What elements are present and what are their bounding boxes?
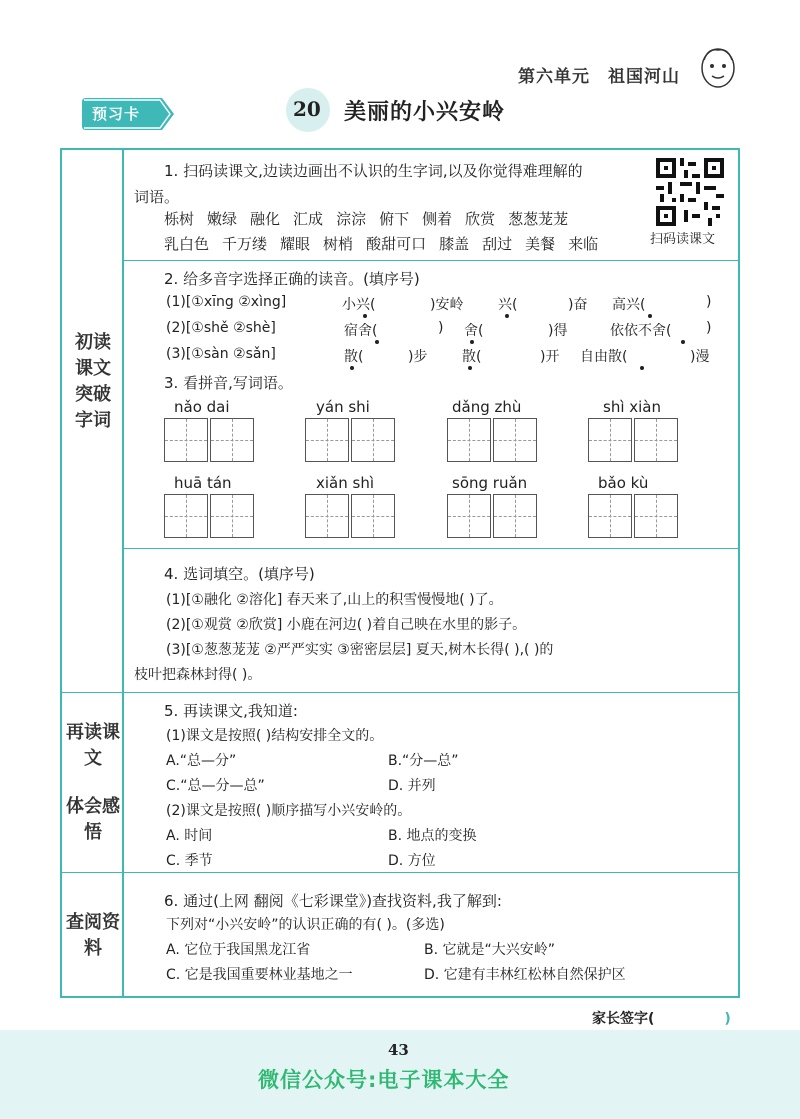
word-item: 乳白色 <box>164 235 210 253</box>
q2-row2-a: 宿舍( <box>344 323 378 339</box>
preview-card-label: 预习卡 <box>92 105 141 123</box>
emphasis-dot <box>640 366 644 370</box>
q3-title: 3. 看拼音,写词语。 <box>164 374 293 392</box>
q6-title: 6. 通过(上网 翻阅《七彩课堂》)查找资料,我了解到: <box>164 892 502 910</box>
q2-row2-options: (2)[①shě ②shè] <box>166 320 276 336</box>
row-divider <box>122 548 740 549</box>
emphasis-dot <box>648 314 652 318</box>
word-item: 千万缕 <box>222 235 268 253</box>
q6-option: C. 它是我国重要林业基地之一 <box>166 967 353 983</box>
q2-row2-b: ) <box>438 320 444 336</box>
q5-option: C.“总—分—总” <box>166 778 265 794</box>
unit-heading <box>518 62 698 87</box>
page-number: 43 <box>388 1041 409 1059</box>
qr-caption: 扫码读课文 <box>650 232 716 247</box>
emphasis-dot <box>350 366 354 370</box>
pinyin-label: yán shi <box>316 398 370 416</box>
lesson-number: 20 <box>293 97 321 121</box>
q6-line2: 下列对“小兴安岭”的认识正确的有( )。(多选) <box>166 917 445 933</box>
q5-title: 5. 再读课文,我知道: <box>164 702 298 720</box>
writing-grid[interactable] <box>588 418 680 462</box>
side-label-first-read: 初读课文 突破字词 <box>75 332 111 431</box>
q2-row1-d: )奋 <box>568 297 588 313</box>
q1-line1: 1. 扫码读课文,边读边画出不认识的生字词,以及你觉得难理解的 <box>164 162 583 180</box>
word-item: 侧着 <box>422 210 453 228</box>
side-label-reread <box>66 720 120 846</box>
emphasis-dot <box>505 314 509 318</box>
lesson-title: 美丽的小兴安岭 <box>344 99 506 125</box>
pinyin-label: shì xiàn <box>603 398 662 416</box>
parent-signature[interactable] <box>592 1008 731 1028</box>
q2-row2-c: 舍( <box>464 323 484 339</box>
pinyin-label: bǎo kù <box>598 474 649 492</box>
q5-option: D. 方位 <box>388 853 436 869</box>
q2-title: 2. 给多音字选择正确的读音。(填序号) <box>164 270 420 288</box>
q4-line1: (1)[①融化 ②溶化] 春天来了,山上的积雪慢慢地( )了。 <box>166 592 503 608</box>
writing-grid[interactable] <box>447 494 539 538</box>
q5-option: A. 时间 <box>166 828 213 844</box>
unit-label: 第六单元 <box>518 67 590 87</box>
q2-row1-f: ) <box>706 294 712 310</box>
emphasis-dot <box>681 340 685 344</box>
word-item: 欣赏 <box>465 210 496 228</box>
word-item: 来临 <box>568 235 599 253</box>
pinyin-label: nǎo dai <box>174 398 230 416</box>
q1-line2: 词语。 <box>134 188 180 206</box>
emphasis-dot <box>375 340 379 344</box>
writing-grid[interactable] <box>164 418 256 462</box>
word-item: 葱葱茏茏 <box>508 210 569 228</box>
side-label-reread-1: 再读课文 <box>66 722 120 769</box>
q2-row3-options: (3)[①sàn ②sǎn] <box>166 346 276 362</box>
side-label-research: 查阅资料 <box>66 912 120 959</box>
word-item: 刮过 <box>482 235 513 253</box>
pinyin-label: xiǎn shì <box>316 474 375 492</box>
parent-signature-label: 家长签字( <box>592 1011 655 1027</box>
q2-row3-c: 散( <box>462 349 482 365</box>
pinyin-label: dǎng zhù <box>452 398 522 416</box>
cartoon-face-icon <box>698 46 738 90</box>
q4-line2: (2)[①观赏 ②欣赏] 小鹿在河边( )着自己映在水里的影子。 <box>166 617 527 633</box>
q6-option: A. 它位于我国黑龙江省 <box>166 942 311 958</box>
row-divider <box>60 872 740 873</box>
writing-grid[interactable] <box>305 494 397 538</box>
qr-code-icon[interactable] <box>656 158 724 226</box>
writing-grid[interactable] <box>164 494 256 538</box>
writing-grid[interactable] <box>305 418 397 462</box>
emphasis-dot <box>470 340 474 344</box>
q2-row3-e: 自由散( <box>580 349 628 365</box>
word-item: 膝盖 <box>439 235 470 253</box>
q5-option: B.“分—总” <box>388 753 459 769</box>
q2-row1-options: (1)[①xīng ②xìng] <box>166 294 287 310</box>
wechat-watermark: 微信公众号:电子课本大全 <box>258 1068 510 1092</box>
row-divider <box>122 260 740 261</box>
word-item: 淙淙 <box>336 210 367 228</box>
q2-row1-b: )安岭 <box>430 297 464 313</box>
q4-line3: (3)[①葱葱茏茏 ②严严实实 ③密密层层] 夏天,树木长得( ),( )的 <box>166 642 554 658</box>
word-item: 耀眼 <box>280 235 311 253</box>
row-divider <box>60 692 740 693</box>
column-divider <box>122 148 124 998</box>
q2-row1-c: 兴( <box>498 297 518 313</box>
q2-row2-d: )得 <box>548 323 568 339</box>
word-item: 嫩绿 <box>207 210 238 228</box>
parent-signature-close: ) <box>724 1011 731 1027</box>
word-item: 汇成 <box>293 210 324 228</box>
word-item: 栎树 <box>164 210 195 228</box>
pinyin-label: huā tán <box>174 474 232 492</box>
pinyin-label: sōng ruǎn <box>452 474 528 492</box>
q4-line4: 枝叶把森林封得( )。 <box>134 667 262 683</box>
q1-words-row1 <box>164 208 581 229</box>
word-item: 俯下 <box>379 210 410 228</box>
q1-words-row2 <box>164 233 611 254</box>
q5-option: C. 季节 <box>166 853 213 869</box>
q2-row1-a: 小兴( <box>342 297 376 313</box>
word-item: 树梢 <box>323 235 354 253</box>
q6-option: D. 它建有丰林红松林自然保护区 <box>424 967 626 983</box>
side-label-reread-2: 体会感悟 <box>66 796 120 843</box>
q2-row1-e: 高兴( <box>612 297 646 313</box>
writing-grid[interactable] <box>447 418 539 462</box>
unit-title: 祖国河山 <box>608 67 680 87</box>
q4-title: 4. 选词填空。(填序号) <box>164 565 315 583</box>
q2-row2-e: 依依不舍( <box>610 323 672 339</box>
writing-grid[interactable] <box>588 494 680 538</box>
q6-option: B. 它就是“大兴安岭” <box>424 942 556 958</box>
word-item: 美餐 <box>525 235 556 253</box>
word-item: 酸甜可口 <box>366 235 427 253</box>
q5-option: A.“总—分” <box>166 753 237 769</box>
q5-option: B. 地点的变换 <box>388 828 477 844</box>
q2-row3-a: 散( <box>344 349 364 365</box>
q2-row3-f: )漫 <box>690 349 710 365</box>
word-item: 融化 <box>250 210 281 228</box>
q2-row3-d: )开 <box>540 349 560 365</box>
q2-row2-f: ) <box>706 320 712 336</box>
emphasis-dot <box>468 366 472 370</box>
emphasis-dot <box>363 314 367 318</box>
q2-row3-b: )步 <box>408 349 428 365</box>
q5-sub2: (2)课文是按照( )顺序描写小兴安岭的。 <box>166 803 412 819</box>
q5-sub1: (1)课文是按照( )结构安排全文的。 <box>166 728 384 744</box>
q5-option: D. 并列 <box>388 778 436 794</box>
